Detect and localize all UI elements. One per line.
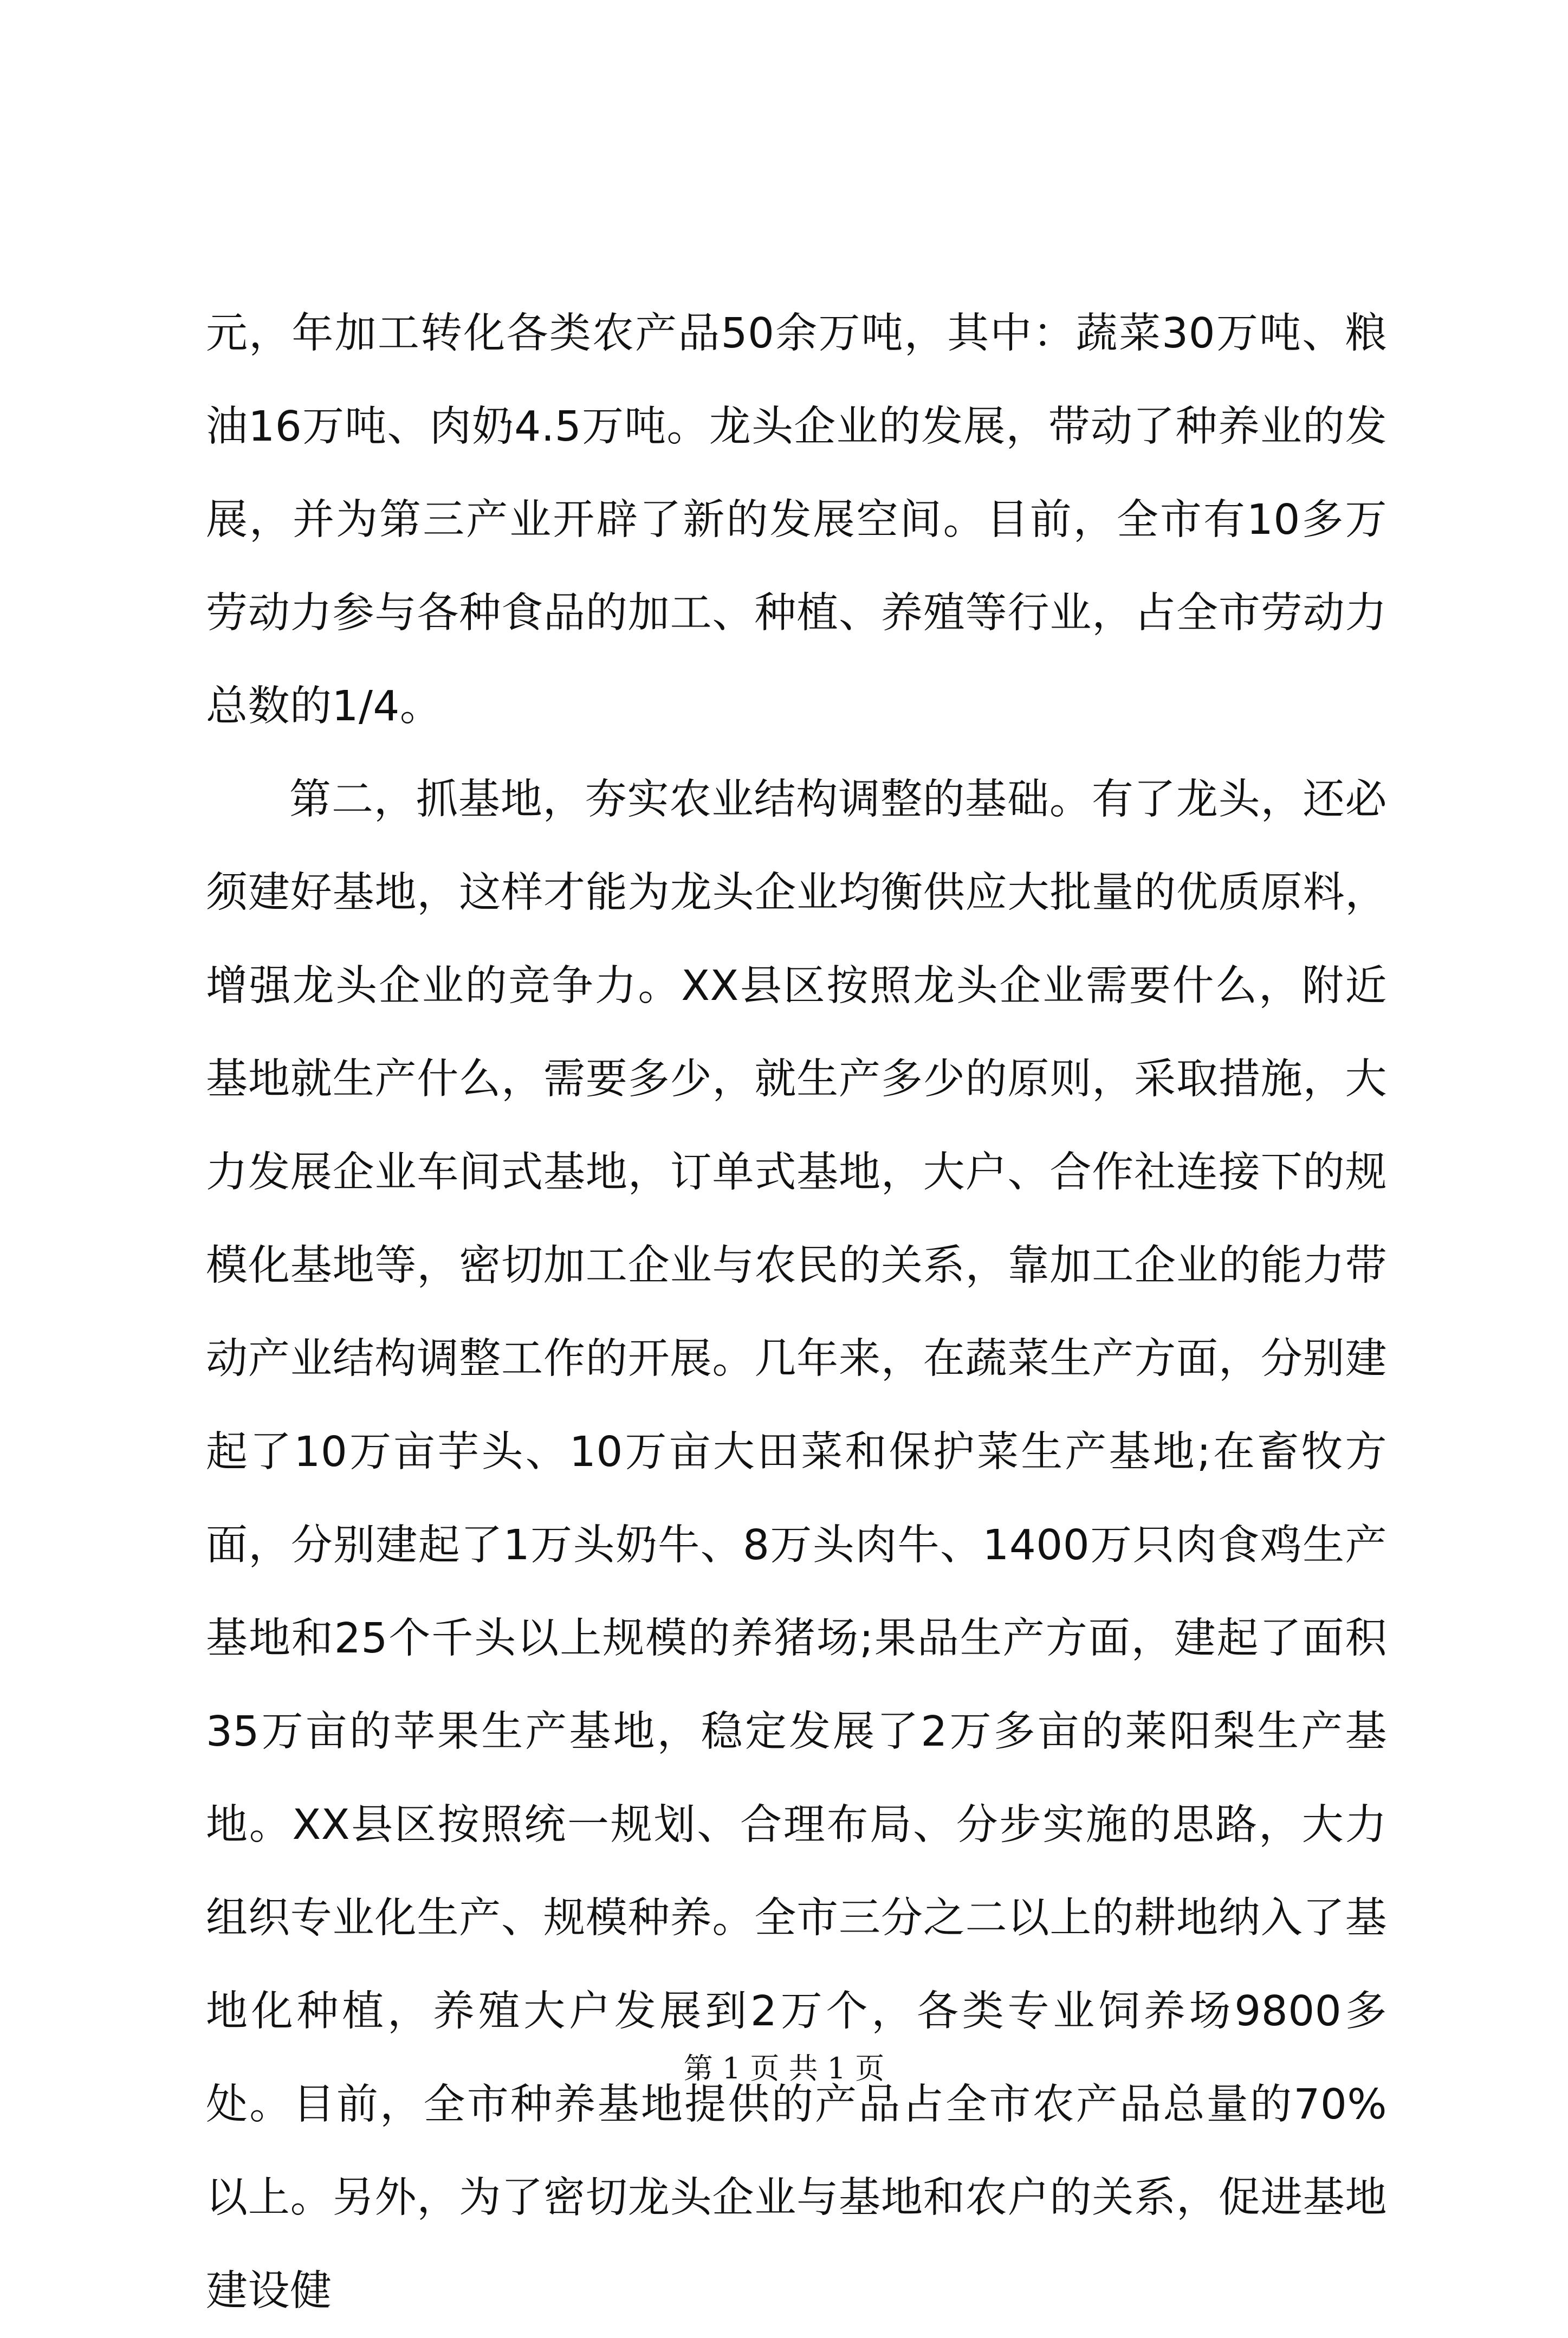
- document-body: [206, 287, 1387, 2338]
- page-footer: 第 1 页 共 1 页: [683, 2051, 885, 2085]
- paragraph-2: 第二，抓基地，夯实农业结构调整的基础。有了龙头，还必须建好基地，这样才能为龙头企业均衡供应大批量的优质原料，增强龙头企业的竞争力。XX县区按照龙头企业需要什么，附近基地就生产什么，需要多少，就生产多少的原则，采取措施，大力发展企业车间式基地，订单式基地，大户、合作社连接下的规模化基地等，密切加工企业与农民的关系，靠加工企业的能力带动产业结构调整工作的开展。几年来，在蔬菜生产方面，分别建起了10万亩芋头、10万亩大田菜和保护菜生产基地;在畜牧方面，分别建起了1万头奶牛、8万头肉牛、1400万只肉食鸡生产基地和25个千头以上规模的养猪场;果品生产方面，建起了面积35万亩的苹果生产基地，稳定发展了2万多亩的莱阳梨生产基地。XX县区按照统一规划、合理布局、分步实施的思路，大力组织专业化生产、规模种养。全市三分之二以上的耕地纳入了基地化种植，养殖大户发展到2万个，各类专业饲养场9800多处。目前，全市种养基地提供的产品占全市农产品总量的70%以上。另外，为了密切龙头企业与基地和农户的关系，促进基地建设健: [206, 776, 1387, 2315]
- paragraph-1: 元，年加工转化各类农产品50余万吨，其中：蔬菜30万吨、粮油16万吨、肉奶4.5万吨。龙头企业的发展，带动了种养业的发展，并为第三产业开辟了新的发展空间。目前，全市有10多万劳动力参与各种食品的加工、种植、养殖等行业，占全市劳动力总数的1/4。: [206, 309, 1387, 731]
